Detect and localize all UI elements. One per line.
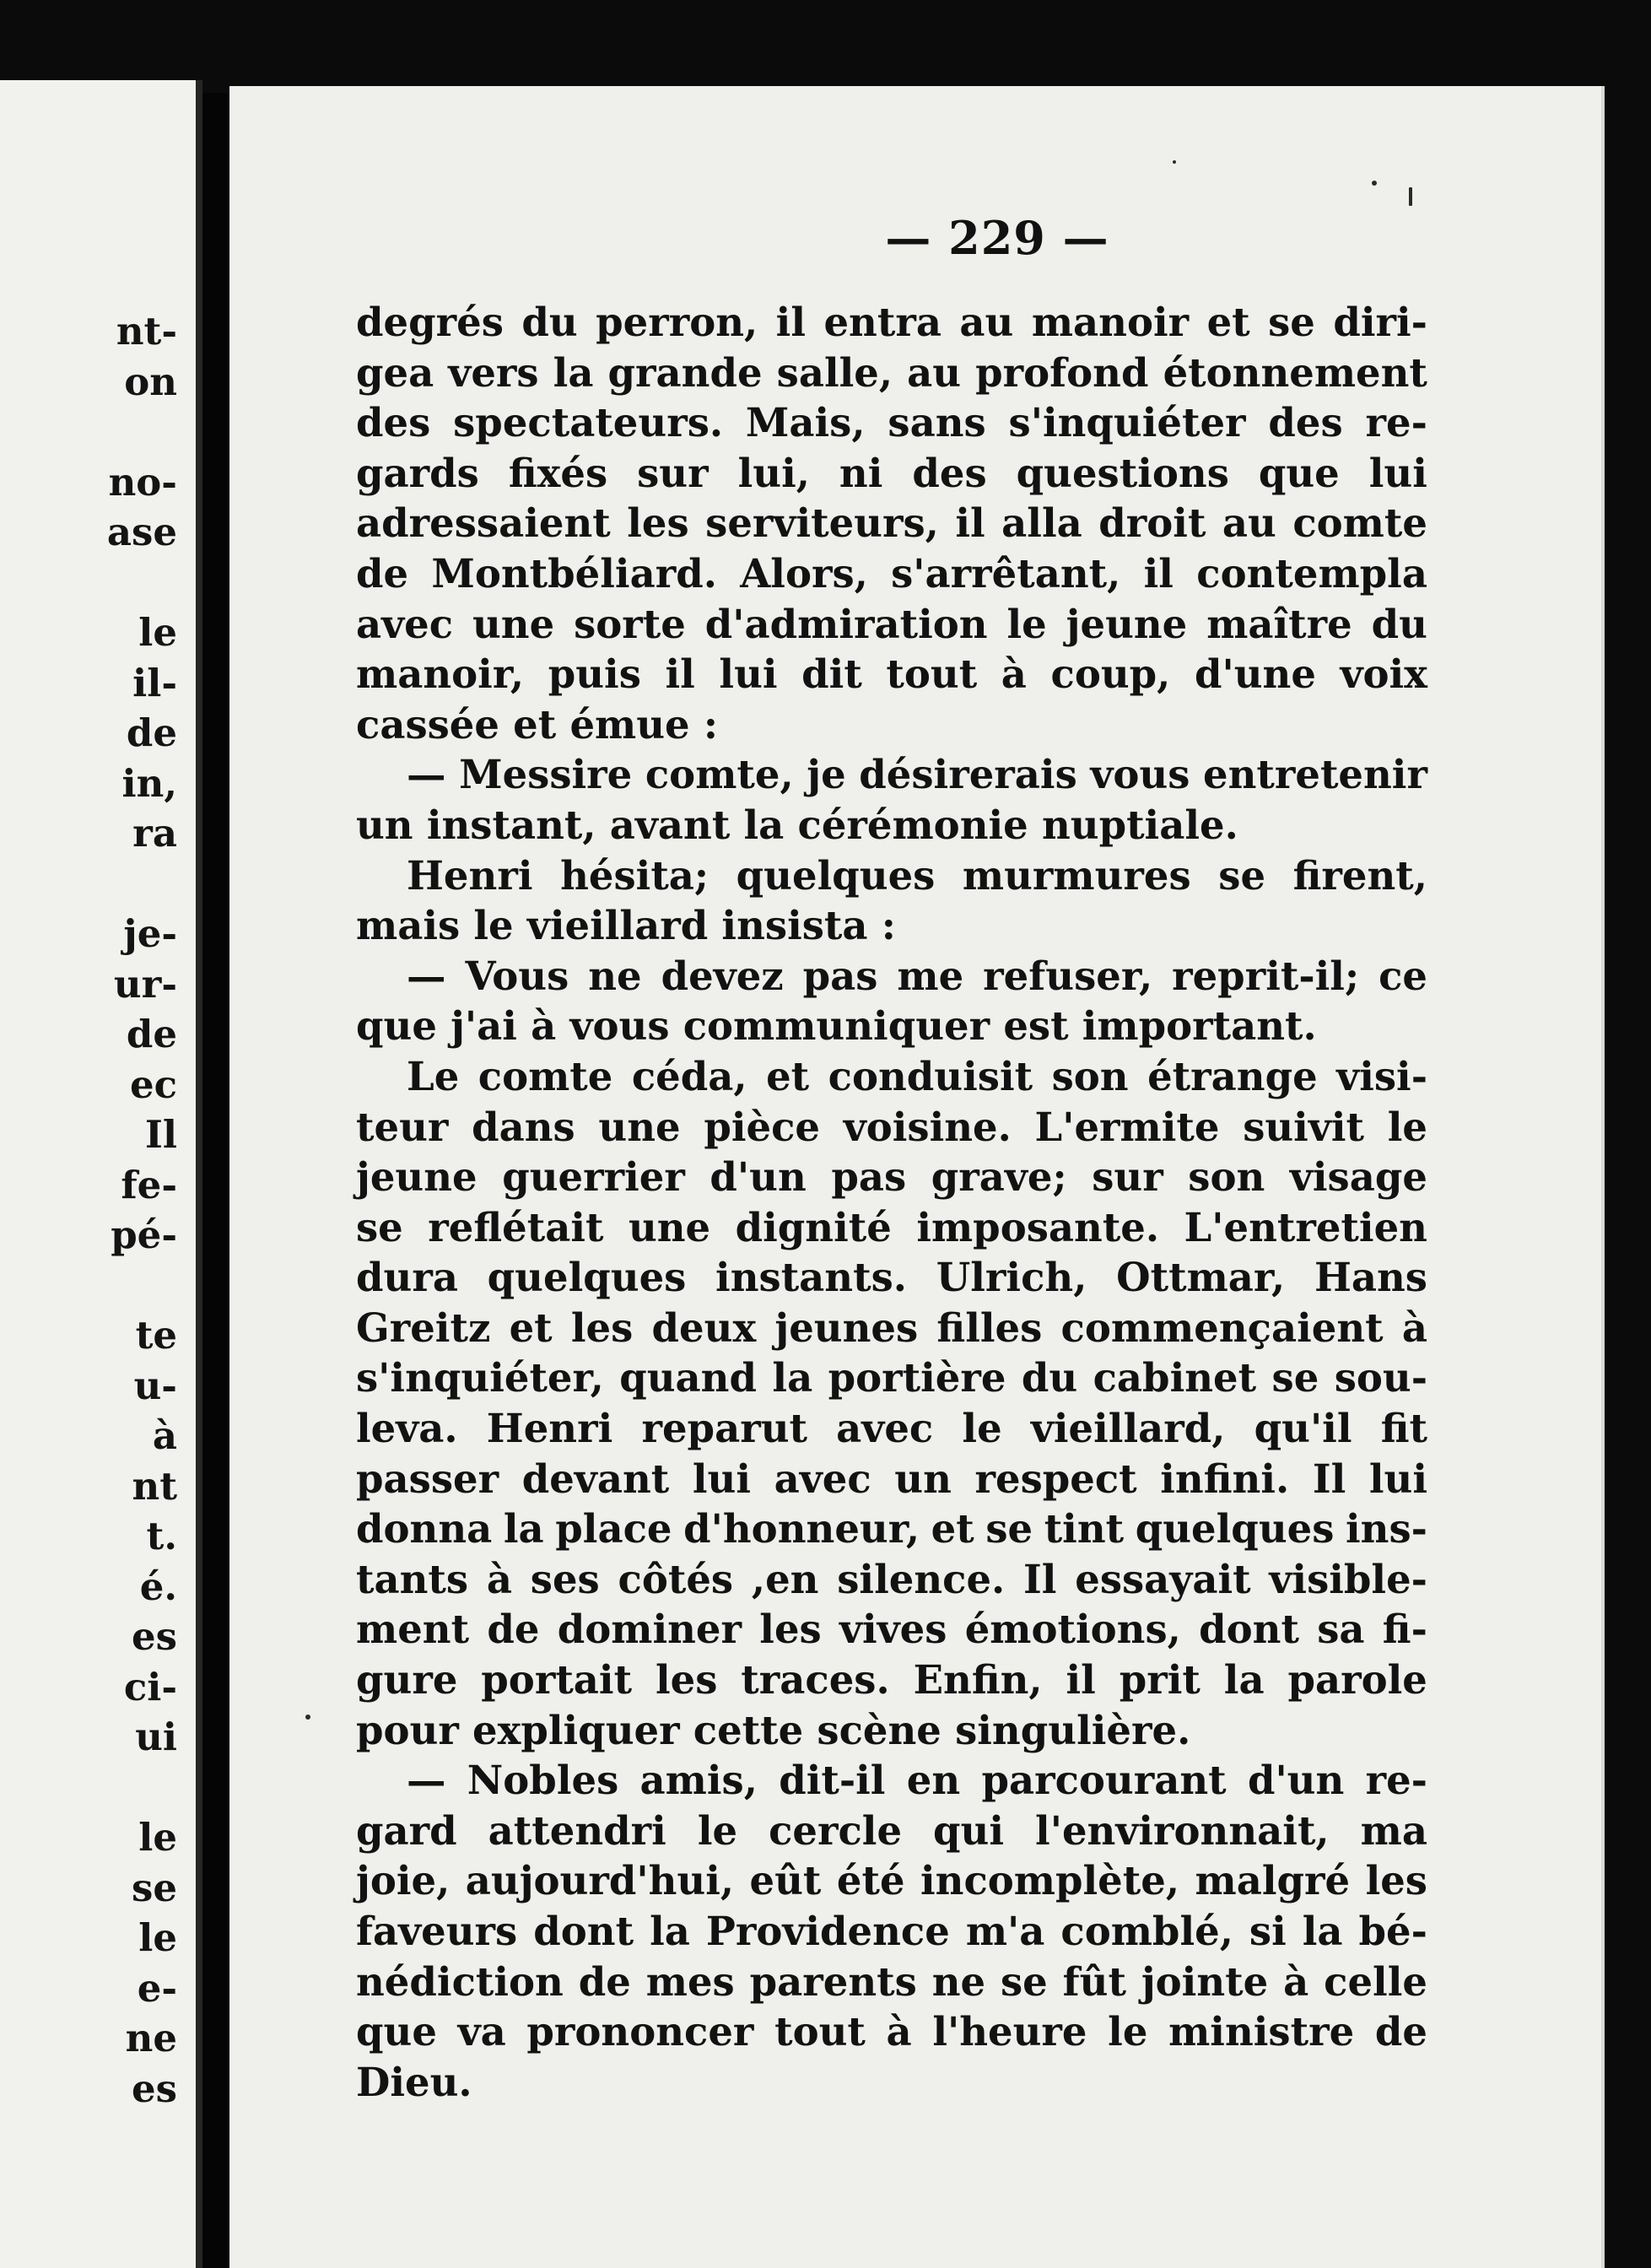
text-line: passer devant lui avec un respect infini. Il lui xyxy=(356,1455,1427,1502)
text-line: degrés du perron, il entra au manoir et se diri- xyxy=(356,299,1427,345)
left-fragment: le xyxy=(138,1915,177,1960)
left-fragment: é. xyxy=(139,1563,177,1609)
text-line: gard attendri le cercle qui l'environnait, ma xyxy=(356,1806,1427,1854)
left-fragment xyxy=(84,859,177,910)
scan-speck xyxy=(1409,187,1412,206)
text-line: tants à ses côtés ,en silence. Il essayait visible- xyxy=(356,1555,1427,1602)
page-gutter xyxy=(196,80,202,2268)
text-line: gards fixés sur lui, ni des questions que lui xyxy=(356,449,1427,496)
left-fragment: de xyxy=(126,710,177,755)
left-fragment: es xyxy=(132,2066,177,2111)
text-line: mais le vieillard insista : xyxy=(356,902,896,949)
text-line: Greitz et les deux jeunes filles commençaient à xyxy=(356,1304,1427,1351)
text-line: nédiction de mes parents ne se fût jointe à celle xyxy=(356,1958,1427,2005)
text-line: jeune guerrier d'un pas grave; sur son visage xyxy=(356,1153,1427,1201)
text-line: des spectateurs. Mais, sans s'inquiéter des re- xyxy=(356,399,1427,446)
left-fragment: ur- xyxy=(113,961,177,1007)
left-fragment: fe- xyxy=(121,1162,177,1207)
text-line: adressaient les serviteurs, il alla droit au comte xyxy=(356,500,1427,547)
left-fragment: nt xyxy=(132,1463,177,1509)
left-fragment: le xyxy=(138,1815,177,1860)
left-fragment: u- xyxy=(133,1363,177,1408)
left-fragment: se xyxy=(132,1865,177,1910)
left-fragment: ci- xyxy=(123,1664,177,1709)
left-fragment: ec xyxy=(129,1061,177,1107)
left-fragment: je- xyxy=(123,911,177,956)
text-line: Henri hésita; quelques murmures se firent, xyxy=(407,851,1427,899)
text-line: leva. Henri reparut avec le vieillard, qu'il fit xyxy=(356,1405,1427,1452)
page-number: — 229 — xyxy=(885,211,1109,265)
left-fragment: ase xyxy=(106,510,177,554)
scan-speck xyxy=(1173,160,1176,164)
text-line: gea vers la grande salle, au profond étonnement xyxy=(356,348,1427,396)
text-line: ment de dominer les vives émotions, dont sa fi- xyxy=(356,1606,1427,1653)
left-fragment: ne xyxy=(125,2016,177,2060)
left-fragment xyxy=(84,558,177,608)
text-line: donna la place d'honneur, et se tint quelques ins- xyxy=(356,1505,1427,1552)
scan-speck xyxy=(1372,181,1377,186)
left-fragment: es xyxy=(132,1614,177,1659)
left-fragment: e- xyxy=(137,1965,177,2011)
page-edge xyxy=(1601,86,1605,2268)
left-page xyxy=(0,80,196,2268)
text-line: joie, aujourd'hui, eût été incomplète, malgré les xyxy=(356,1857,1427,1904)
text-line: Le comte céda, et conduisit son étrange visi- xyxy=(407,1052,1427,1099)
left-fragment: te xyxy=(135,1313,177,1358)
left-fragment: de xyxy=(126,1012,177,1056)
text-line: dura quelques instants. Ulrich, Ottmar, Hans xyxy=(356,1254,1427,1301)
text-line: que j'ai à vous communiquer est important. xyxy=(356,1002,1317,1050)
left-fragment: no- xyxy=(108,459,177,505)
left-fragment: t. xyxy=(146,1514,177,1558)
text-line: que va prononcer tout à l'heure le ministre de xyxy=(356,2008,1427,2055)
left-fragment: pé- xyxy=(111,1212,177,1257)
right-page xyxy=(229,86,1601,2268)
left-page-text-fragments xyxy=(84,306,177,2114)
left-fragment xyxy=(84,1763,177,1813)
text-line: — Messire comte, je désirerais vous entretenir xyxy=(407,751,1427,798)
text-line: teur dans une pièce voisine. L'ermite suivit le xyxy=(356,1103,1427,1150)
left-fragment: Il xyxy=(144,1112,177,1157)
text-line: cassée et émue : xyxy=(356,700,718,748)
left-fragment: on xyxy=(124,359,177,404)
left-fragment xyxy=(84,1261,177,1311)
text-line: un instant, avant la cérémonie nuptiale. xyxy=(356,801,1238,848)
text-line: gure portait les traces. Enfin, il prit la parole xyxy=(356,1656,1427,1704)
text-line: s'inquiéter, quand la portière du cabinet se sou- xyxy=(356,1354,1427,1401)
text-line: de Montbéliard. Alors, s'arrêtant, il contempla xyxy=(356,549,1427,597)
text-line: pour expliquer cette scène singulière. xyxy=(356,1706,1191,1753)
left-fragment: il- xyxy=(132,660,177,705)
left-fragment: ra xyxy=(132,811,177,856)
book-spine-shadow xyxy=(202,93,228,2268)
scan-speck xyxy=(305,1714,310,1720)
left-fragment: in, xyxy=(121,760,177,806)
text-line: faveurs dont la Providence m'a comblé, si la bé- xyxy=(356,1908,1427,1954)
left-fragment: ui xyxy=(135,1714,177,1759)
left-fragment: le xyxy=(138,610,177,655)
text-line: avec une sorte d'admiration le jeune maître du xyxy=(356,600,1427,647)
text-line: — Vous ne devez pas me refuser, reprit-il; ce xyxy=(407,952,1427,999)
left-fragment: nt- xyxy=(116,309,177,354)
text-line: manoir, puis il lui dit tout à coup, d'une voix xyxy=(356,651,1427,698)
left-fragment xyxy=(84,407,177,457)
left-fragment: à xyxy=(152,1413,177,1458)
text-line: — Nobles amis, dit-il en parcourant d'un re- xyxy=(407,1757,1427,1804)
text-line: se reflétait une dignité imposante. L'entretien xyxy=(356,1203,1427,1250)
body-text xyxy=(356,297,1427,2107)
text-line: Dieu. xyxy=(356,2058,472,2105)
